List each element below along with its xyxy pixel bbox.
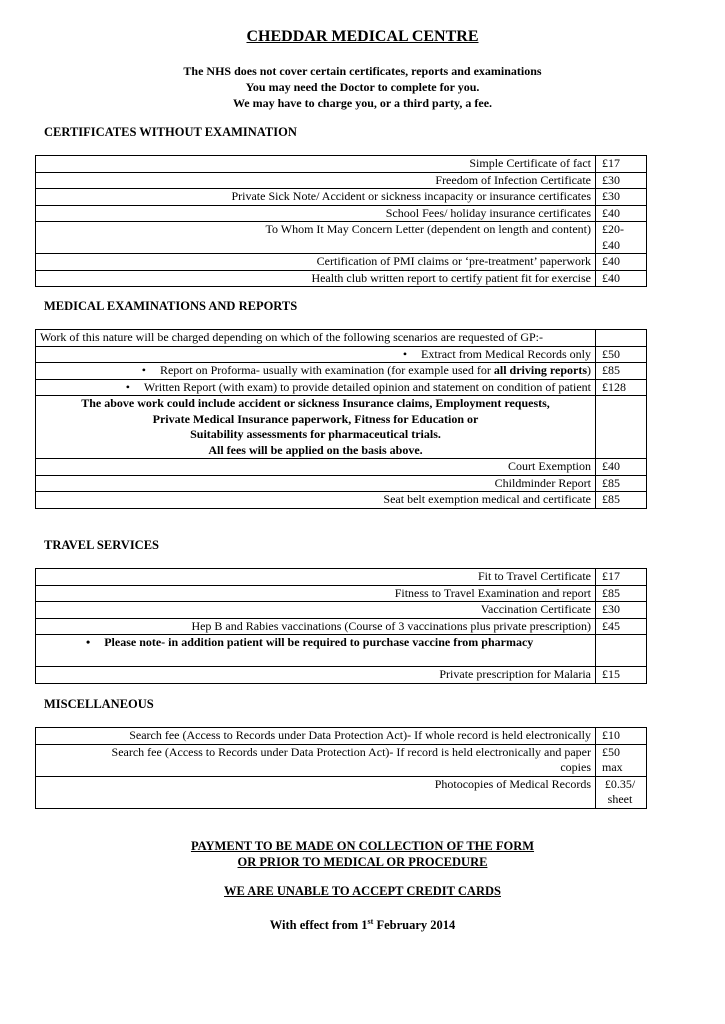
table-row [36, 776, 647, 808]
bullet-icon: • [402, 346, 408, 361]
fee-description: Health club written report to certify patient fit for exercise [36, 270, 596, 287]
fee-price: £45 [596, 618, 647, 635]
fee-price: £10 [596, 728, 647, 745]
table-row [36, 189, 647, 206]
fee-price: £40 [596, 205, 647, 222]
fee-price: £128 [596, 379, 647, 396]
fee-note [36, 396, 596, 459]
price-line: max [602, 760, 623, 774]
table-row [36, 585, 647, 602]
fee-price: £40 [596, 459, 647, 476]
note-line: All fees will be applied on the basis above. [208, 442, 423, 457]
bullet-text: Extract from Medical Records only [421, 346, 591, 361]
payment-line: OR PRIOR TO MEDICAL OR PROCEDURE [237, 855, 488, 869]
fee-description: Fitness to Travel Examination and report [36, 585, 596, 602]
table-row [36, 492, 647, 509]
fee-description: School Fees/ holiday insurance certificates [36, 205, 596, 222]
certificates-heading: CERTIFICATES WITHOUT EXAMINATION [44, 125, 297, 139]
table-row [36, 602, 647, 619]
desc-line: copies [560, 760, 591, 774]
note-line: Private Medical Insurance paperwork, Fitness for Education or [152, 411, 479, 426]
fee-description: Certification of PMI claims or ‘pre-treatment’ paperwork [36, 254, 596, 271]
price-line: £0.35/ [604, 776, 636, 791]
fee-description: Vaccination Certificate [36, 602, 596, 619]
table-row [36, 379, 647, 396]
table-row [36, 459, 647, 476]
effective-date-text: February 2014 [373, 918, 456, 933]
table-row [36, 569, 647, 586]
medical-table [35, 329, 647, 509]
price-line: £40 [602, 237, 620, 252]
fee-price: £17 [596, 156, 647, 173]
fee-price [596, 776, 647, 808]
fee-description [36, 346, 596, 363]
fee-description: Hep B and Rabies vaccinations (Course of 3 vaccinations plus private prescription) [36, 618, 596, 635]
table-row [36, 396, 647, 459]
intro-line: The NHS does not cover certain certificates, reports and examinations [183, 64, 542, 78]
payment-notice [0, 838, 725, 870]
desc-line: Search fee (Access to Records under Data Protection Act)- If record is held electronically and paper [111, 744, 591, 759]
bullet-icon: • [86, 635, 91, 649]
fee-price: £17 [596, 569, 647, 586]
intro-line: You may need the Doctor to complete for you. [245, 80, 480, 94]
table-row [36, 667, 647, 684]
payment-line: PAYMENT TO BE MADE ON COLLECTION OF THE FORM [190, 839, 535, 853]
fee-description: Seat belt exemption medical and certificate [36, 492, 596, 509]
price-line: sheet [607, 792, 633, 806]
fee-description: Fit to Travel Certificate [36, 569, 596, 586]
fee-description [36, 363, 596, 380]
fee-price [596, 396, 647, 459]
fee-description: Private Sick Note/ Accident or sickness incapacity or insurance certificates [36, 189, 596, 206]
table-row [36, 363, 647, 380]
fee-price: £30 [596, 602, 647, 619]
bullet-icon: • [125, 379, 130, 394]
fee-price: £50 [596, 346, 647, 363]
credit-card-notice: WE ARE UNABLE TO ACCEPT CREDIT CARDS [224, 884, 501, 898]
certificates-table [35, 155, 647, 287]
medical-heading: MEDICAL EXAMINATIONS AND REPORTS [44, 299, 298, 313]
fee-description: To Whom It May Concern Letter (dependent on length and content) [36, 222, 596, 254]
misc-heading: MISCELLANEOUS [44, 697, 154, 711]
table-row [36, 172, 647, 189]
fee-price [596, 635, 647, 667]
fee-price [596, 222, 647, 254]
fee-note [36, 635, 596, 667]
page-title: CHEDDAR MEDICAL CENTRE [246, 28, 479, 45]
price-line: £50 [602, 744, 620, 759]
misc-table [35, 727, 647, 809]
fee-price: £30 [596, 172, 647, 189]
bullet-bold-text: all driving reports [493, 363, 587, 377]
fee-price: £85 [596, 492, 647, 509]
effective-date-suffix: st [367, 917, 374, 926]
table-row [36, 156, 647, 173]
effective-date-text: With effect from 1 [269, 918, 368, 933]
fee-description: Freedom of Infection Certificate [36, 172, 596, 189]
fee-description: Search fee (Access to Records under Data Protection Act)- If whole record is held electronically [36, 728, 596, 745]
table-row [36, 618, 647, 635]
fee-description: Childminder Report [36, 475, 596, 492]
travel-heading: TRAVEL SERVICES [44, 538, 160, 552]
table-row [36, 728, 647, 745]
fee-price: £15 [596, 667, 647, 684]
fee-description: Court Exemption [36, 459, 596, 476]
effective-date [0, 914, 725, 933]
table-row [36, 330, 647, 347]
fee-description: Photocopies of Medical Records [36, 776, 596, 808]
travel-table [35, 568, 647, 684]
intro-line: We may have to charge you, or a third party, a fee. [232, 96, 493, 110]
intro-text [0, 63, 725, 111]
table-row [36, 254, 647, 271]
fee-price: £30 [596, 189, 647, 206]
bullet-icon: • [141, 363, 146, 377]
price-line: £20- [602, 222, 624, 236]
bullet-text: Written Report (with exam) to provide detailed opinion and statement on condition of patient [143, 379, 591, 394]
table-row [36, 270, 647, 287]
fee-price: £40 [596, 254, 647, 271]
fee-price: £85 [596, 475, 647, 492]
table-row [36, 205, 647, 222]
note-line: Suitability assessments for pharmaceutical trials. [190, 427, 441, 441]
table-row [36, 744, 647, 776]
fee-description [36, 744, 596, 776]
table-row [36, 475, 647, 492]
fee-price: £85 [596, 585, 647, 602]
fee-description [36, 379, 596, 396]
fee-price [596, 330, 647, 347]
fee-price [596, 744, 647, 776]
note-line: The above work could include accident or sickness Insurance claims, Employment requests, [81, 396, 550, 410]
bullet-text-tail: ) [587, 363, 591, 377]
bullet-text: Report on Proforma- usually with examination (for example used for [159, 363, 494, 377]
fee-description: Private prescription for Malaria [36, 667, 596, 684]
table-row [36, 346, 647, 363]
fee-description: Work of this nature will be charged depending on which of the following scenarios are requested of GP:- [36, 330, 596, 347]
table-row [36, 635, 647, 667]
note-text: Please note- in addition patient will be required to purchase vaccine from pharmacy [104, 635, 534, 649]
fee-description: Simple Certificate of fact [36, 156, 596, 173]
fee-price: £40 [596, 270, 647, 287]
fee-price: £85 [596, 363, 647, 380]
table-row [36, 222, 647, 254]
